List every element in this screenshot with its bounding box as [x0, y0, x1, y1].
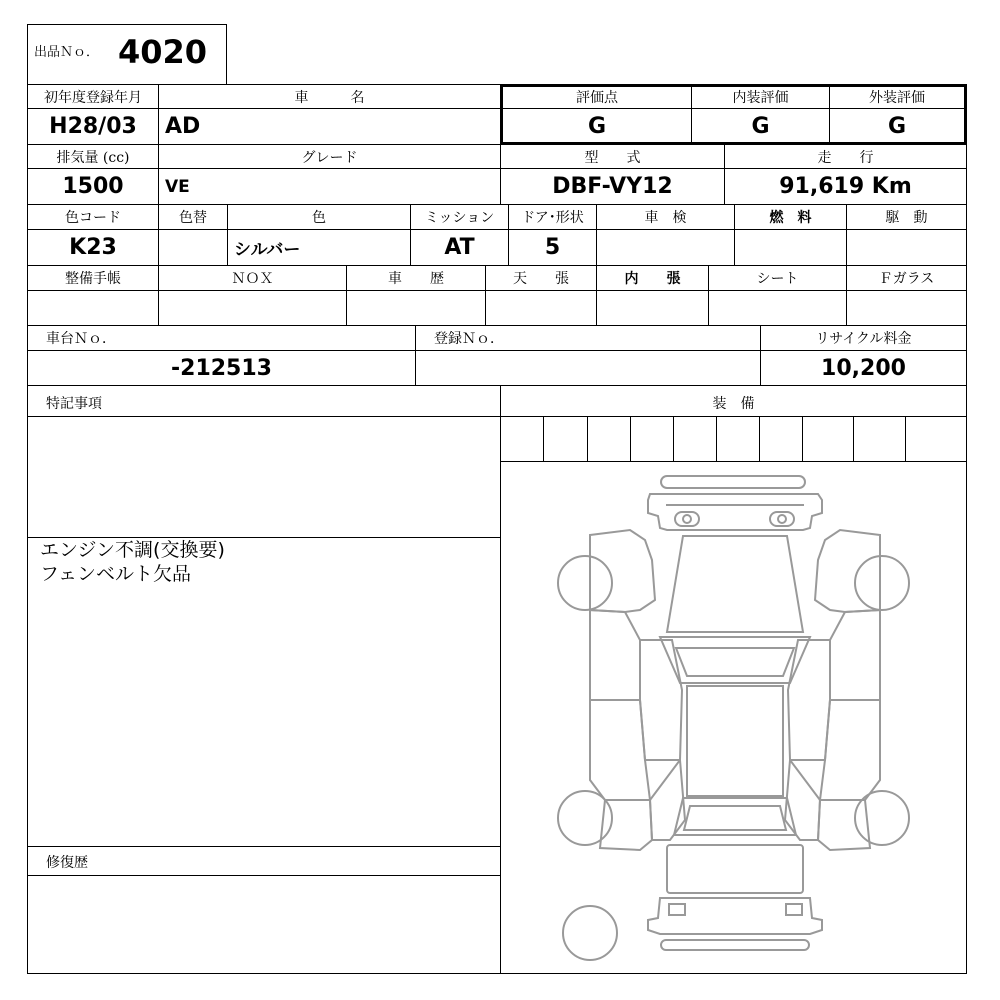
car-name-label: 車 名: [294, 89, 365, 106]
mileage-label: 走 行: [817, 149, 874, 166]
glass-label: Ｆガラス: [878, 271, 935, 287]
drive-value: [847, 230, 966, 265]
interior-label: 内装評価: [732, 90, 789, 106]
color-label: 色: [312, 210, 326, 226]
score-value: G: [587, 113, 607, 139]
first-reg-label: 初年度登録年月: [44, 89, 142, 106]
mileage-value: 91,619 Km: [779, 174, 912, 199]
model-value: DBF-VY12: [552, 174, 673, 199]
door-value: 5: [544, 235, 561, 260]
door-label: ドア･形状: [521, 210, 584, 226]
color-change-label: 色替: [179, 210, 207, 226]
score-label: 評価点: [576, 90, 618, 106]
maintenance-label: 整備手帳: [65, 271, 121, 287]
exterior-value: G: [887, 113, 907, 139]
model-label: 型 式: [584, 149, 641, 166]
displacement-value: 1500: [62, 174, 124, 199]
equipment-label: 装 備: [712, 396, 755, 412]
color-code-value: K23: [69, 235, 117, 260]
grade-value: VE: [165, 176, 190, 197]
lot-number: 4020: [118, 33, 208, 71]
grade-label: グレード: [301, 149, 358, 166]
nox-label: ＮＯＸ: [231, 271, 274, 287]
seat-label: シート: [756, 271, 799, 287]
fuel-label: 燃 料: [769, 210, 812, 226]
transmission-value: AT: [444, 235, 475, 260]
lot-label: 出品Ｎｏ．: [34, 44, 100, 60]
recycle-value: 10,200: [821, 355, 906, 381]
fuel-value: [735, 230, 846, 265]
transmission-label: ミッション: [424, 210, 495, 226]
notes-line: フェンベルト欠品: [40, 563, 192, 585]
registration-value: [416, 351, 760, 385]
chassis-value: -212513: [171, 355, 272, 381]
interior-value: G: [751, 113, 770, 139]
notes-line: エンジン不調(交換要): [40, 539, 225, 561]
first-reg-value: H28/03: [49, 114, 137, 139]
repair-label: 修復歴: [46, 855, 88, 871]
drive-label: 駆 動: [885, 210, 928, 226]
ceiling-label: 天 張: [513, 271, 569, 287]
displacement-label: 排気量 (cc): [56, 149, 130, 166]
inspection-value: [597, 230, 734, 265]
inner-label: 内 張: [624, 271, 681, 287]
notes-label: 特記事項: [46, 396, 102, 412]
color-code-label: 色コード: [65, 210, 121, 226]
exterior-label: 外装評価: [869, 90, 925, 106]
inspection-label: 車 検: [644, 210, 687, 226]
color-change-value: [159, 230, 227, 265]
notes-text: [40, 538, 490, 586]
car-name-value: AD: [165, 114, 201, 139]
registration-label: 登録Ｎｏ．: [434, 331, 504, 347]
history-label: 車 歴: [388, 271, 444, 287]
color-value: シルバー: [234, 240, 301, 260]
chassis-label: 車台Ｎｏ．: [46, 331, 116, 347]
recycle-label: リサイクル料金: [815, 331, 912, 347]
